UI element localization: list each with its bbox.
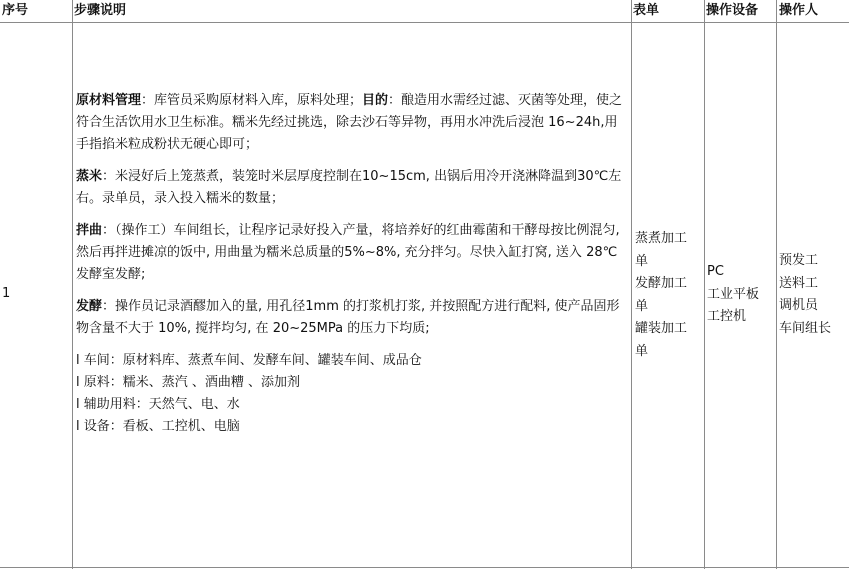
steps-description <box>76 90 626 438</box>
header-divider <box>0 22 849 23</box>
operator-item: 送料工 <box>779 275 819 291</box>
form-list <box>635 228 687 363</box>
step-text: ：酿造用水需经过滤、灭菌等处理，使之符合生活饮用水卫生标准。糯米先经过挑选，除去沙石等异物，再用水冲洗后浸泡 16~24h,用手指掐米粒成粉状无硬心即可； <box>76 93 623 152</box>
step-text: ：库管员采购原材料入库，原料处理； <box>141 93 363 108</box>
column-divider <box>631 0 632 569</box>
form-item: 发酵加工 <box>635 276 688 291</box>
step-label: 蒸米 <box>76 169 103 184</box>
operator-item: 预发工 <box>779 253 819 268</box>
header-steps: 步骤说明 <box>74 3 127 18</box>
step-text: ：米浸好后上笼蒸煮，装笼时米层厚度控制在10~15cm, 出锅后用冷开浇淋降温到30℃左右。录单员，录入投入糯米的数量； <box>76 169 622 206</box>
step-text: ：（操作工）车间组长，让程序记录好投入产量，将培养好的红曲霉菌和干酵母按比例混匀, 然后再拌进摊凉的饭中, 用曲量为糯米总质量的5%~8%, 充分拌匀。尽快入缸打窝, 送入 28℃发酵室发酵; <box>76 223 620 282</box>
list-item: l 原料：糯米、蒸汽 、酒曲糟 、添加剂 <box>76 375 301 390</box>
step-text: ：操作员记录酒醪加入的量, 用孔径1mm 的打浆机打浆, 并按照配方进行配料, 使产品固形物含量不大于 10%, 搅拌均匀, 在 20~25MPa 的压力下均质; <box>76 299 620 336</box>
resource-list <box>76 350 626 438</box>
list-item: l 辅助用料：天然气、电、水 <box>76 397 240 412</box>
header-form: 表单 <box>633 3 660 18</box>
step-steam-rice <box>76 166 626 210</box>
step-label: 目的 <box>362 93 389 108</box>
header-equipment: 操作设备 <box>706 3 759 18</box>
row-seq: 1 <box>2 286 11 301</box>
list-item: l 车间：原材料库、蒸煮车间、发酵车间、罐装车间、成品仓 <box>76 353 422 368</box>
step-raw-material <box>76 90 626 156</box>
step-label: 拌曲 <box>76 223 103 238</box>
step-label: 原材料管理 <box>76 93 142 108</box>
column-divider <box>72 0 73 569</box>
operator-item: 车间组长 <box>779 320 832 336</box>
equipment-list <box>707 261 759 329</box>
header-operator: 操作人 <box>779 3 819 18</box>
form-item: 蒸煮加工 <box>635 231 688 246</box>
header-seq: 序号 <box>2 3 29 18</box>
step-fermentation <box>76 296 626 340</box>
form-item: 单 <box>635 253 649 269</box>
form-item: 单 <box>635 343 649 359</box>
row-divider <box>0 567 849 568</box>
equipment-item: 工业平板 <box>707 286 760 302</box>
column-divider <box>704 0 705 569</box>
equipment-item: PC <box>707 264 724 279</box>
step-label: 发酵 <box>76 299 103 314</box>
equipment-item: 工控机 <box>707 309 747 324</box>
list-item: l 设备：看板、工控机、电脑 <box>76 419 240 434</box>
form-item: 罐装加工 <box>635 321 688 336</box>
step-mix-koji <box>76 220 626 286</box>
form-item: 单 <box>635 298 649 314</box>
operator-item: 调机员 <box>779 298 819 313</box>
operator-list <box>779 250 831 340</box>
column-divider <box>776 0 777 569</box>
